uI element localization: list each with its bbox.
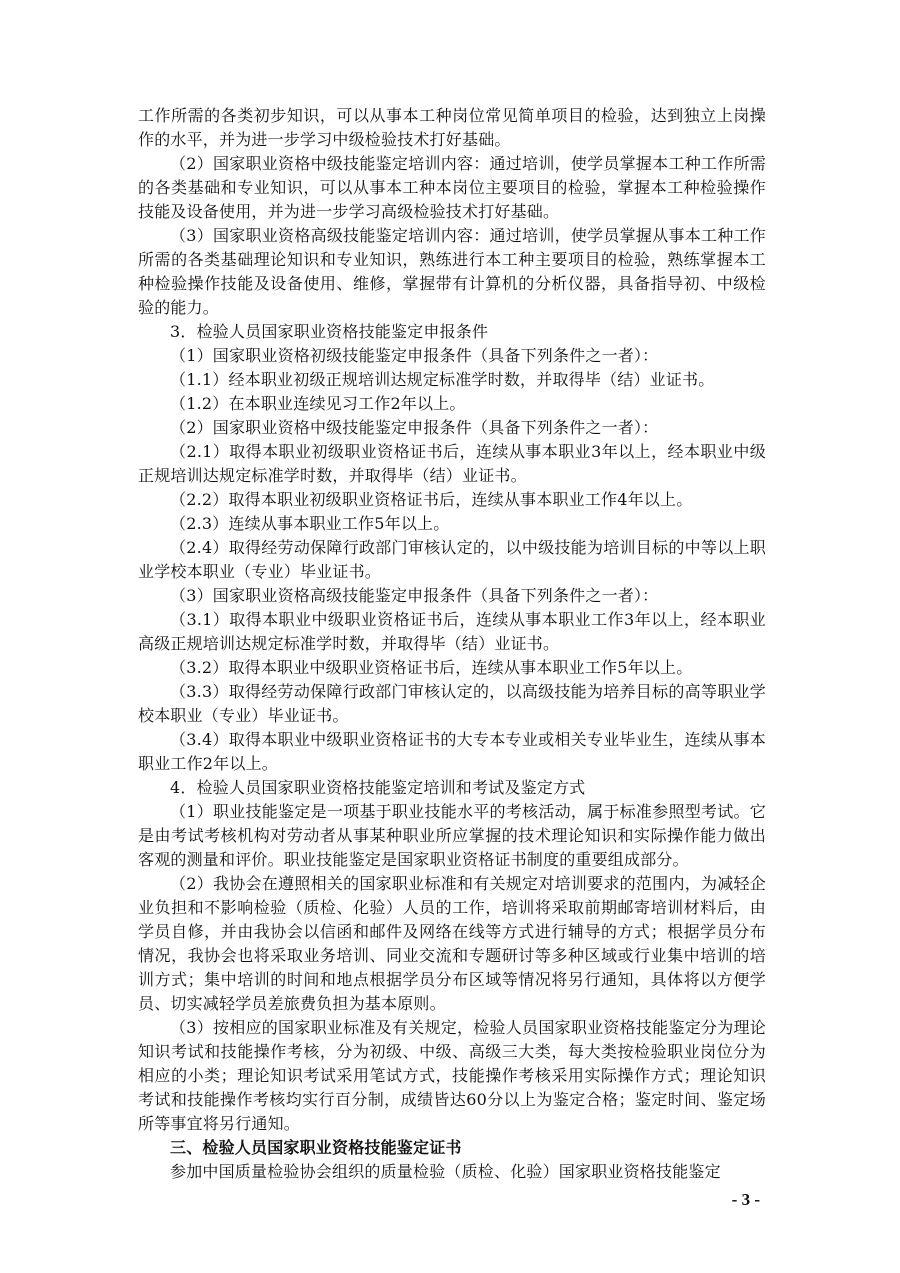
paragraph: 参加中国质量检验协会组织的质量检验（质检、化验）国家职业资格技能鉴定 (170, 1162, 721, 1181)
page-number: - 3 - (731, 1190, 760, 1209)
paragraph: （2.4）取得经劳动保障行政部门审核认定的，以中级技能为培训目标的中等以上职业学校本职业（专业）毕业证书。 (138, 538, 766, 581)
paragraph: （3.3）取得经劳动保障行政部门审核认定的，以高级技能为培养目标的高等职业学校本职业（专业）毕业证书。 (138, 682, 766, 725)
section-heading: 三、检验人员国家职业资格技能鉴定证书 (170, 1138, 462, 1157)
paragraph: （3）国家职业资格高级技能鉴定申报条件（具备下列条件之一者）： (170, 586, 659, 605)
paragraph: （2.1）取得本职业初级职业资格证书后，连续从事本职业3年以上，经本职业中级正规培训达规定标准学时数，并取得毕（结）业证书。 (138, 442, 766, 485)
paragraph: （1）国家职业资格初级技能鉴定申报条件（具备下列条件之一者）： (170, 346, 659, 365)
paragraph: 3．检验人员国家职业资格技能鉴定申报条件 (170, 322, 489, 341)
paragraph: （1.1）经本职业初级正规培训达规定标准学时数，并取得毕（结）业证书。 (170, 370, 715, 389)
paragraph: （3.4）取得本职业中级职业资格证书的大专本专业或相关专业毕业生，连续从事本职业工作2年以上。 (138, 730, 766, 773)
paragraph: （2）国家职业资格中级技能鉴定培训内容：通过培训，使学员掌握本工种工作所需的各类基础和专业知识，可以从事本工种本岗位主要项目的检验，掌握本工种检验操作技能及设备使用，并为进一步学习高级检验技术打好基础。 (138, 154, 766, 221)
paragraph: （1）职业技能鉴定是一项基于职业技能水平的考核活动，属于标准参照型考试。它是由考试考核机构对劳动者从事某种职业所应掌握的技术理论知识和实际操作能力做出客观的测量和评价。职业技能鉴定是国家职业资格证书制度的重要组成部分。 (138, 802, 766, 869)
paragraph: （1.2）在本职业连续见习工作2年以上。 (170, 394, 466, 413)
paragraph: （2）我协会在遵照相关的国家职业标准和有关规定对培训要求的范围内，为减轻企业负担和不影响检验（质检、化验）人员的工作，培训将采取前期邮寄培训材料后，由学员自修，并由我协会以信函和邮件及网络在线等方式进行辅导的方式；根据学员分布情况，我协会也将采取业务培训、同业交流和专题研讨等多种区域或行业集中培训的培训方式；集中培训的时间和地点根据学员分布区域等情况将另行通知，具体将以方便学员、切实减轻学员差旅费负担为基本原则。 (138, 874, 766, 1013)
paragraph: （3.2）取得本职业中级职业资格证书后，连续从事本职业工作5年以上。 (170, 658, 693, 677)
paragraph: 4．检验人员国家职业资格技能鉴定培训和考试及鉴定方式 (170, 778, 586, 797)
paragraph: （2.2）取得本职业初级职业资格证书后，连续从事本职业工作4年以上。 (170, 490, 693, 509)
paragraph: （3）国家职业资格高级技能鉴定培训内容：通过培训，使学员掌握从事本工种工作所需的各类基础理论知识和专业知识，熟练进行本工种主要项目的检验，熟练掌握本工种检验操作技能及设备使用、维修，掌握带有计算机的分析仪器，具备指导初、中级检验的能力。 (138, 226, 766, 317)
paragraph: （3.1）取得本职业中级职业资格证书后，连续从事本职业工作3年以上，经本职业高级正规培训达规定标准学时数，并取得毕（结）业证书。 (138, 610, 766, 653)
body-text (138, 104, 766, 1184)
paragraph: （2.3）连续从事本职业工作5年以上。 (170, 514, 450, 533)
paragraph: （2）国家职业资格中级技能鉴定申报条件（具备下列条件之一者）： (170, 418, 659, 437)
paragraph: （3）按相应的国家职业标准及有关规定，检验人员国家职业资格技能鉴定分为理论知识考试和技能操作考核，分为初级、中级、高级三大类，每大类按检验职业岗位分为相应的小类；理论知识考试采用笔试方式，技能操作考核采用实际操作方式；理论知识考试和技能操作考核均实行百分制，成绩皆达60分以上为鉴定合格；鉴定时间、鉴定场所等事宜将另行通知。 (138, 1018, 766, 1133)
paragraph: 工作所需的各类初步知识，可以从事本工种岗位常见简单项目的检验，达到独立上岗操作的水平，并为进一步学习中级检验技术打好基础。 (138, 106, 766, 149)
